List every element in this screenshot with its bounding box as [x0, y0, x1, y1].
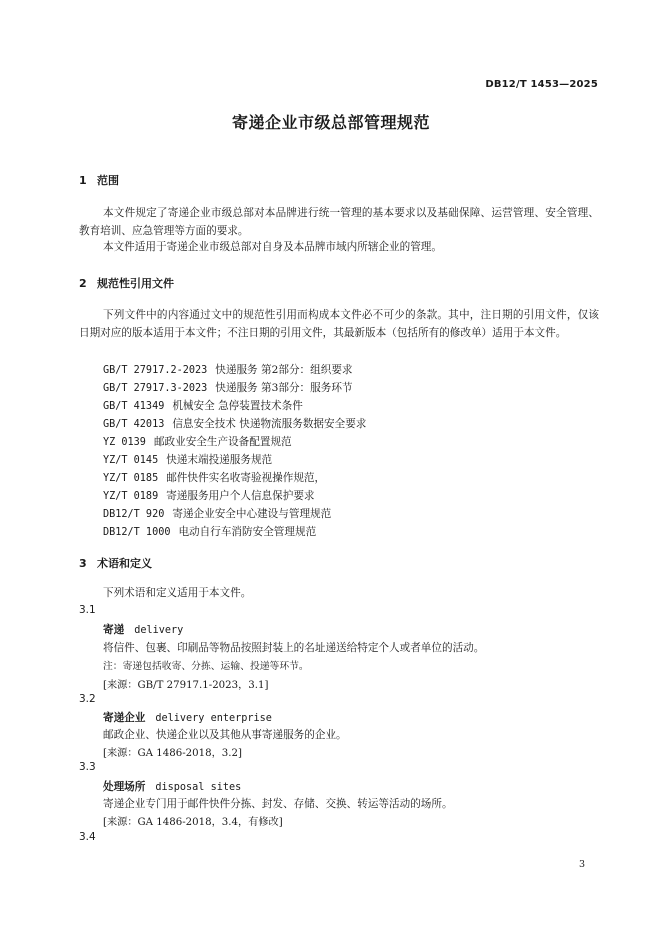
- section-heading-scope: [79, 172, 119, 188]
- reference-title: 机械安全 急停装置技术条件: [172, 400, 303, 412]
- reference-item: [103, 505, 583, 523]
- reference-item: [103, 487, 583, 505]
- term-number: 3.1: [79, 604, 96, 616]
- reference-item: [103, 451, 583, 469]
- term-note: 注：寄递包括收寄、分拣、运输、投递等环节。: [103, 661, 309, 672]
- standard-code: DB12/T 1453—2025: [485, 79, 598, 90]
- term-heading: [103, 622, 183, 637]
- reference-title: 信息安全技术 快递物流服务数据安全要求: [172, 418, 367, 430]
- terms-intro: 下列术语和定义适用于本文件。: [103, 587, 252, 599]
- reference-code: DB12/T 1000: [103, 527, 171, 538]
- term-definition: 寄递企业专门用于邮件快件分拣、封发、存储、交换、转运等活动的场所。: [103, 798, 453, 810]
- section-title: 范围: [97, 174, 119, 187]
- section-number: 1: [79, 174, 87, 187]
- page-title: 寄递企业市级总部管理规范: [231, 113, 430, 132]
- section-number: 2: [79, 277, 87, 290]
- reference-item: [103, 415, 583, 433]
- page-number: 3: [578, 859, 585, 870]
- reference-code: YZ 0139: [103, 437, 146, 448]
- reference-code: GB/T 27917.3-2023: [103, 383, 208, 394]
- term-number: 3.4: [79, 831, 96, 843]
- term-source: [来源：GA 1486-2018，3.4，有修改]: [103, 817, 283, 828]
- term-heading: [103, 779, 241, 794]
- term-english: delivery enterprise: [155, 713, 272, 724]
- term-number: 3.3: [79, 761, 96, 773]
- term-chinese: 寄递企业: [103, 712, 146, 724]
- reference-title: 电动自行车消防安全管理规范: [178, 526, 317, 538]
- references-intro: 下列文件中的内容通过文中的规范性引用而构成本文件必不可少的条款。其中，注日期的引用文件，仅该日期对应的版本适用于本文件；不注日期的引用文件，其最新版本（包括所有的修改单）适用于本文件。: [79, 309, 599, 339]
- reference-item: [103, 469, 583, 487]
- reference-title: 寄递企业安全中心建设与管理规范: [172, 508, 332, 520]
- section-title: 术语和定义: [97, 557, 152, 570]
- term-english: delivery: [134, 625, 184, 636]
- reference-title: 快递末端投递服务规范: [166, 454, 273, 466]
- section-title: 规范性引用文件: [97, 277, 174, 290]
- term-chinese: 寄递: [103, 624, 125, 636]
- section-heading-normative-references: [79, 275, 174, 291]
- reference-item: [103, 433, 583, 451]
- scope-paragraph: 本文件适用于寄递企业市级总部对自身及本品牌市域内所辖企业的管理。: [103, 241, 442, 253]
- term-chinese: 处理场所: [103, 781, 146, 793]
- reference-title: 寄递服务用户个人信息保护要求: [166, 490, 315, 502]
- term-definition: 邮政企业、快递企业以及其他从事寄递服务的企业。: [103, 729, 347, 741]
- term-english: disposal sites: [155, 782, 242, 793]
- term-source: [来源：GB/T 27917.1-2023，3.1]: [103, 680, 269, 691]
- reference-code: GB/T 41349: [103, 401, 165, 412]
- reference-code: GB/T 27917.2-2023: [103, 365, 208, 376]
- term-number: 3.2: [79, 693, 96, 705]
- term-heading: [103, 710, 272, 725]
- reference-title: 快递服务 第3部分：服务环节: [215, 382, 353, 394]
- reference-title: 邮政业安全生产设备配置规范: [153, 436, 292, 448]
- reference-code: DB12/T 920: [103, 509, 165, 520]
- reference-item: [103, 523, 583, 541]
- reference-code: YZ/T 0185: [103, 473, 159, 484]
- reference-title: 邮件快件实名收寄验视操作规范，: [166, 472, 326, 484]
- reference-list: [103, 361, 583, 541]
- reference-item: [103, 397, 583, 415]
- reference-item: [103, 361, 583, 379]
- reference-title: 快递服务 第2部分：组织要求: [215, 364, 353, 376]
- reference-code: YZ/T 0145: [103, 455, 159, 466]
- term-definition: 将信件、包裹、印刷品等物品按照封装上的名址递送给特定个人或者单位的活动。: [103, 642, 485, 654]
- scope-paragraph: 本文件规定了寄递企业市级总部对本品牌进行统一管理的基本要求以及基础保障、运营管理、安全管理、教育培训、应急管理等方面的要求。: [79, 207, 599, 237]
- term-source: [来源：GA 1486-2018，3.2]: [103, 748, 242, 759]
- reference-code: GB/T 42013: [103, 419, 165, 430]
- reference-code: YZ/T 0189: [103, 491, 159, 502]
- section-heading-terms: [79, 555, 152, 571]
- section-number: 3: [79, 557, 87, 570]
- reference-item: [103, 379, 583, 397]
